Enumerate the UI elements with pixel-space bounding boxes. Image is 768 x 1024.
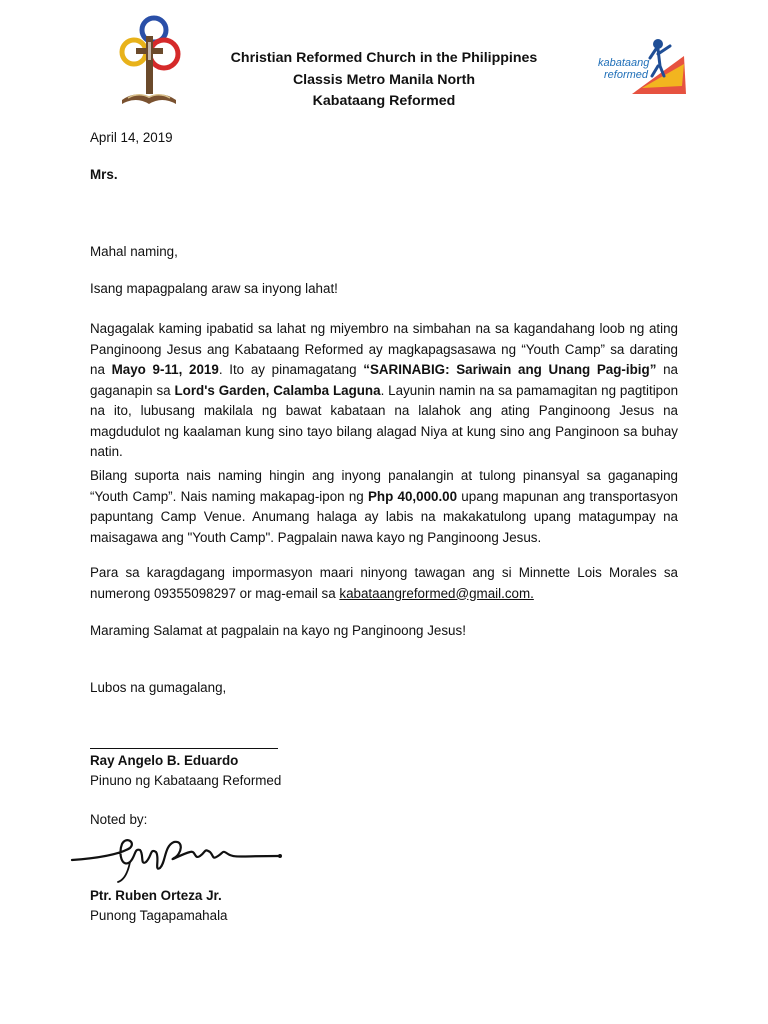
- camp-venue: Lord's Garden, Calamba Laguna: [174, 382, 381, 398]
- p1-text-c: na gaganapin sa: [90, 362, 678, 398]
- p3-text-a: Para sa karagdagang impormasyon maari ninyong tawagan ang si Minnette Lois Morales sa numerong 09355098297 or mag-email sa: [90, 565, 678, 601]
- camp-theme: “SARINABIG: Sariwain ang Unang Pag-ibig”: [363, 362, 657, 377]
- p1-text-d: . Layunin namin na sa pamamagitan ng pagtitipon na ito, lubusang makilala ng bawat kabataan na lalahok ang ating Panginoong Jesus na magdudulot ng kaalaman kung sino tayo bilang alagad Niya at kung sino ang Panginoon sa buhay natin.: [90, 382, 679, 459]
- contact-email-link[interactable]: kabataangreformed@gmail.com.: [339, 585, 534, 601]
- salutation: Mahal naming,: [90, 244, 178, 259]
- p2-text-b: upang mapunan ang transportasyon papuntang Camp Venue. Anumang halaga ay labis na makakatulong upang matagumpay na maisagawa ang "Youth Camp". Pagpalain nawa kayo ng Panginoong Jesus.: [90, 488, 678, 545]
- organization-name: Kabataang Reformed: [312, 93, 456, 109]
- letter-date: April 14, 2019: [90, 130, 173, 145]
- paragraph-support: [90, 466, 678, 548]
- crcp-cross-bible-icon: [108, 14, 190, 106]
- classis-name: Classis Metro Manila North: [292, 71, 476, 88]
- greeting: Isang mapagpalang araw sa inyong lahat!: [90, 281, 338, 296]
- noted-by-label: Noted by:: [90, 812, 148, 827]
- thanks-line: Maraming Salamat at pagpalain na kayo ng Panginoong Jesus!: [90, 623, 466, 638]
- signature-icon: [70, 832, 285, 884]
- crcp-logo: [108, 14, 190, 106]
- paragraph-youth-camp: [90, 319, 678, 463]
- church-name: Christian Reformed Church in the Philippines: [230, 50, 538, 66]
- signer1-name: Ray Angelo B. Eduardo: [90, 753, 239, 768]
- kabataang-reformed-icon: [594, 36, 694, 96]
- signer2-title: Punong Tagapamahala: [90, 908, 228, 923]
- recipient: Mrs.: [90, 167, 118, 182]
- p2-text-a: Bilang suporta nais naming hingin ang inyong panalangin at tulong pinansyal sa gaganaping “Youth Camp”. Nais naming makapag-ipon ng: [90, 468, 678, 504]
- target-amount: Php 40,000.00: [367, 488, 458, 504]
- closing: Lubos na gumagalang,: [90, 680, 227, 695]
- logo-text-reformed: reformed: [604, 69, 649, 81]
- signature-line: [90, 748, 278, 749]
- handwritten-signature: [70, 832, 285, 884]
- letterhead: [190, 48, 578, 113]
- signer1-title: Pinuno ng Kabataang Reformed: [90, 773, 282, 788]
- p1-text-a: Nagagalak kaming ipabatid sa lahat ng miyembro na simbahan na sa kagandahang loob ng ating Panginoong Jesus ang Kabataang Reformed ay magkapagsasawa ng “Youth Camp” sa darating na: [90, 321, 678, 377]
- logo-text-kabataang: kabataang: [598, 57, 650, 69]
- kabataang-reformed-logo: [594, 36, 694, 96]
- camp-dates: Mayo 9-11, 2019: [111, 362, 219, 377]
- p1-text-b: . Ito ay pinamagatang: [218, 362, 364, 377]
- signer2-name: Ptr. Ruben Orteza Jr.: [90, 888, 222, 903]
- paragraph-contact: [90, 563, 678, 604]
